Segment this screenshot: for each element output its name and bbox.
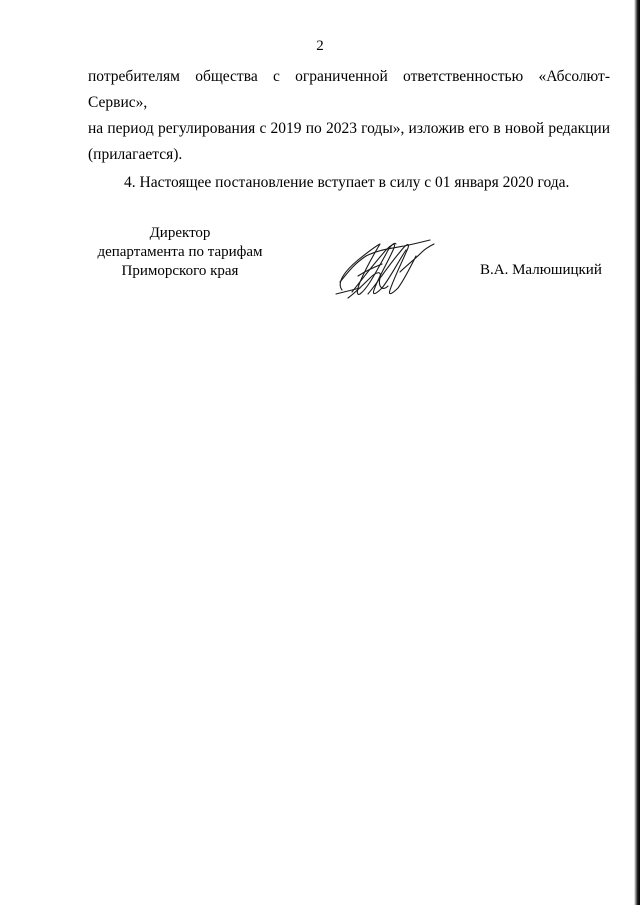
signer-position-line: департамента по тарифам — [97, 244, 263, 260]
document-body — [88, 64, 610, 196]
page-number: 2 — [316, 38, 324, 54]
paragraph-line: (прилагается). — [88, 146, 183, 163]
signer-position — [80, 224, 280, 281]
signer-position-line: Директор — [149, 225, 211, 241]
signer-position-line: Приморского края — [121, 263, 239, 279]
paragraph-line: потребителям общества с ограниченной ответственностью «Абсолют-Сервис», — [88, 68, 610, 111]
signer-name: В.А. Малюшицкий — [480, 262, 602, 278]
paragraph-line: на период регулирования с 2019 по 2023 годы», изложив его в новой редакции — [88, 120, 610, 137]
handwritten-signature — [330, 232, 440, 302]
scan-edge-shadow — [634, 0, 640, 905]
clause-4: 4. Настоящее постановление вступает в силу с 01 января 2020 года. — [124, 174, 570, 191]
